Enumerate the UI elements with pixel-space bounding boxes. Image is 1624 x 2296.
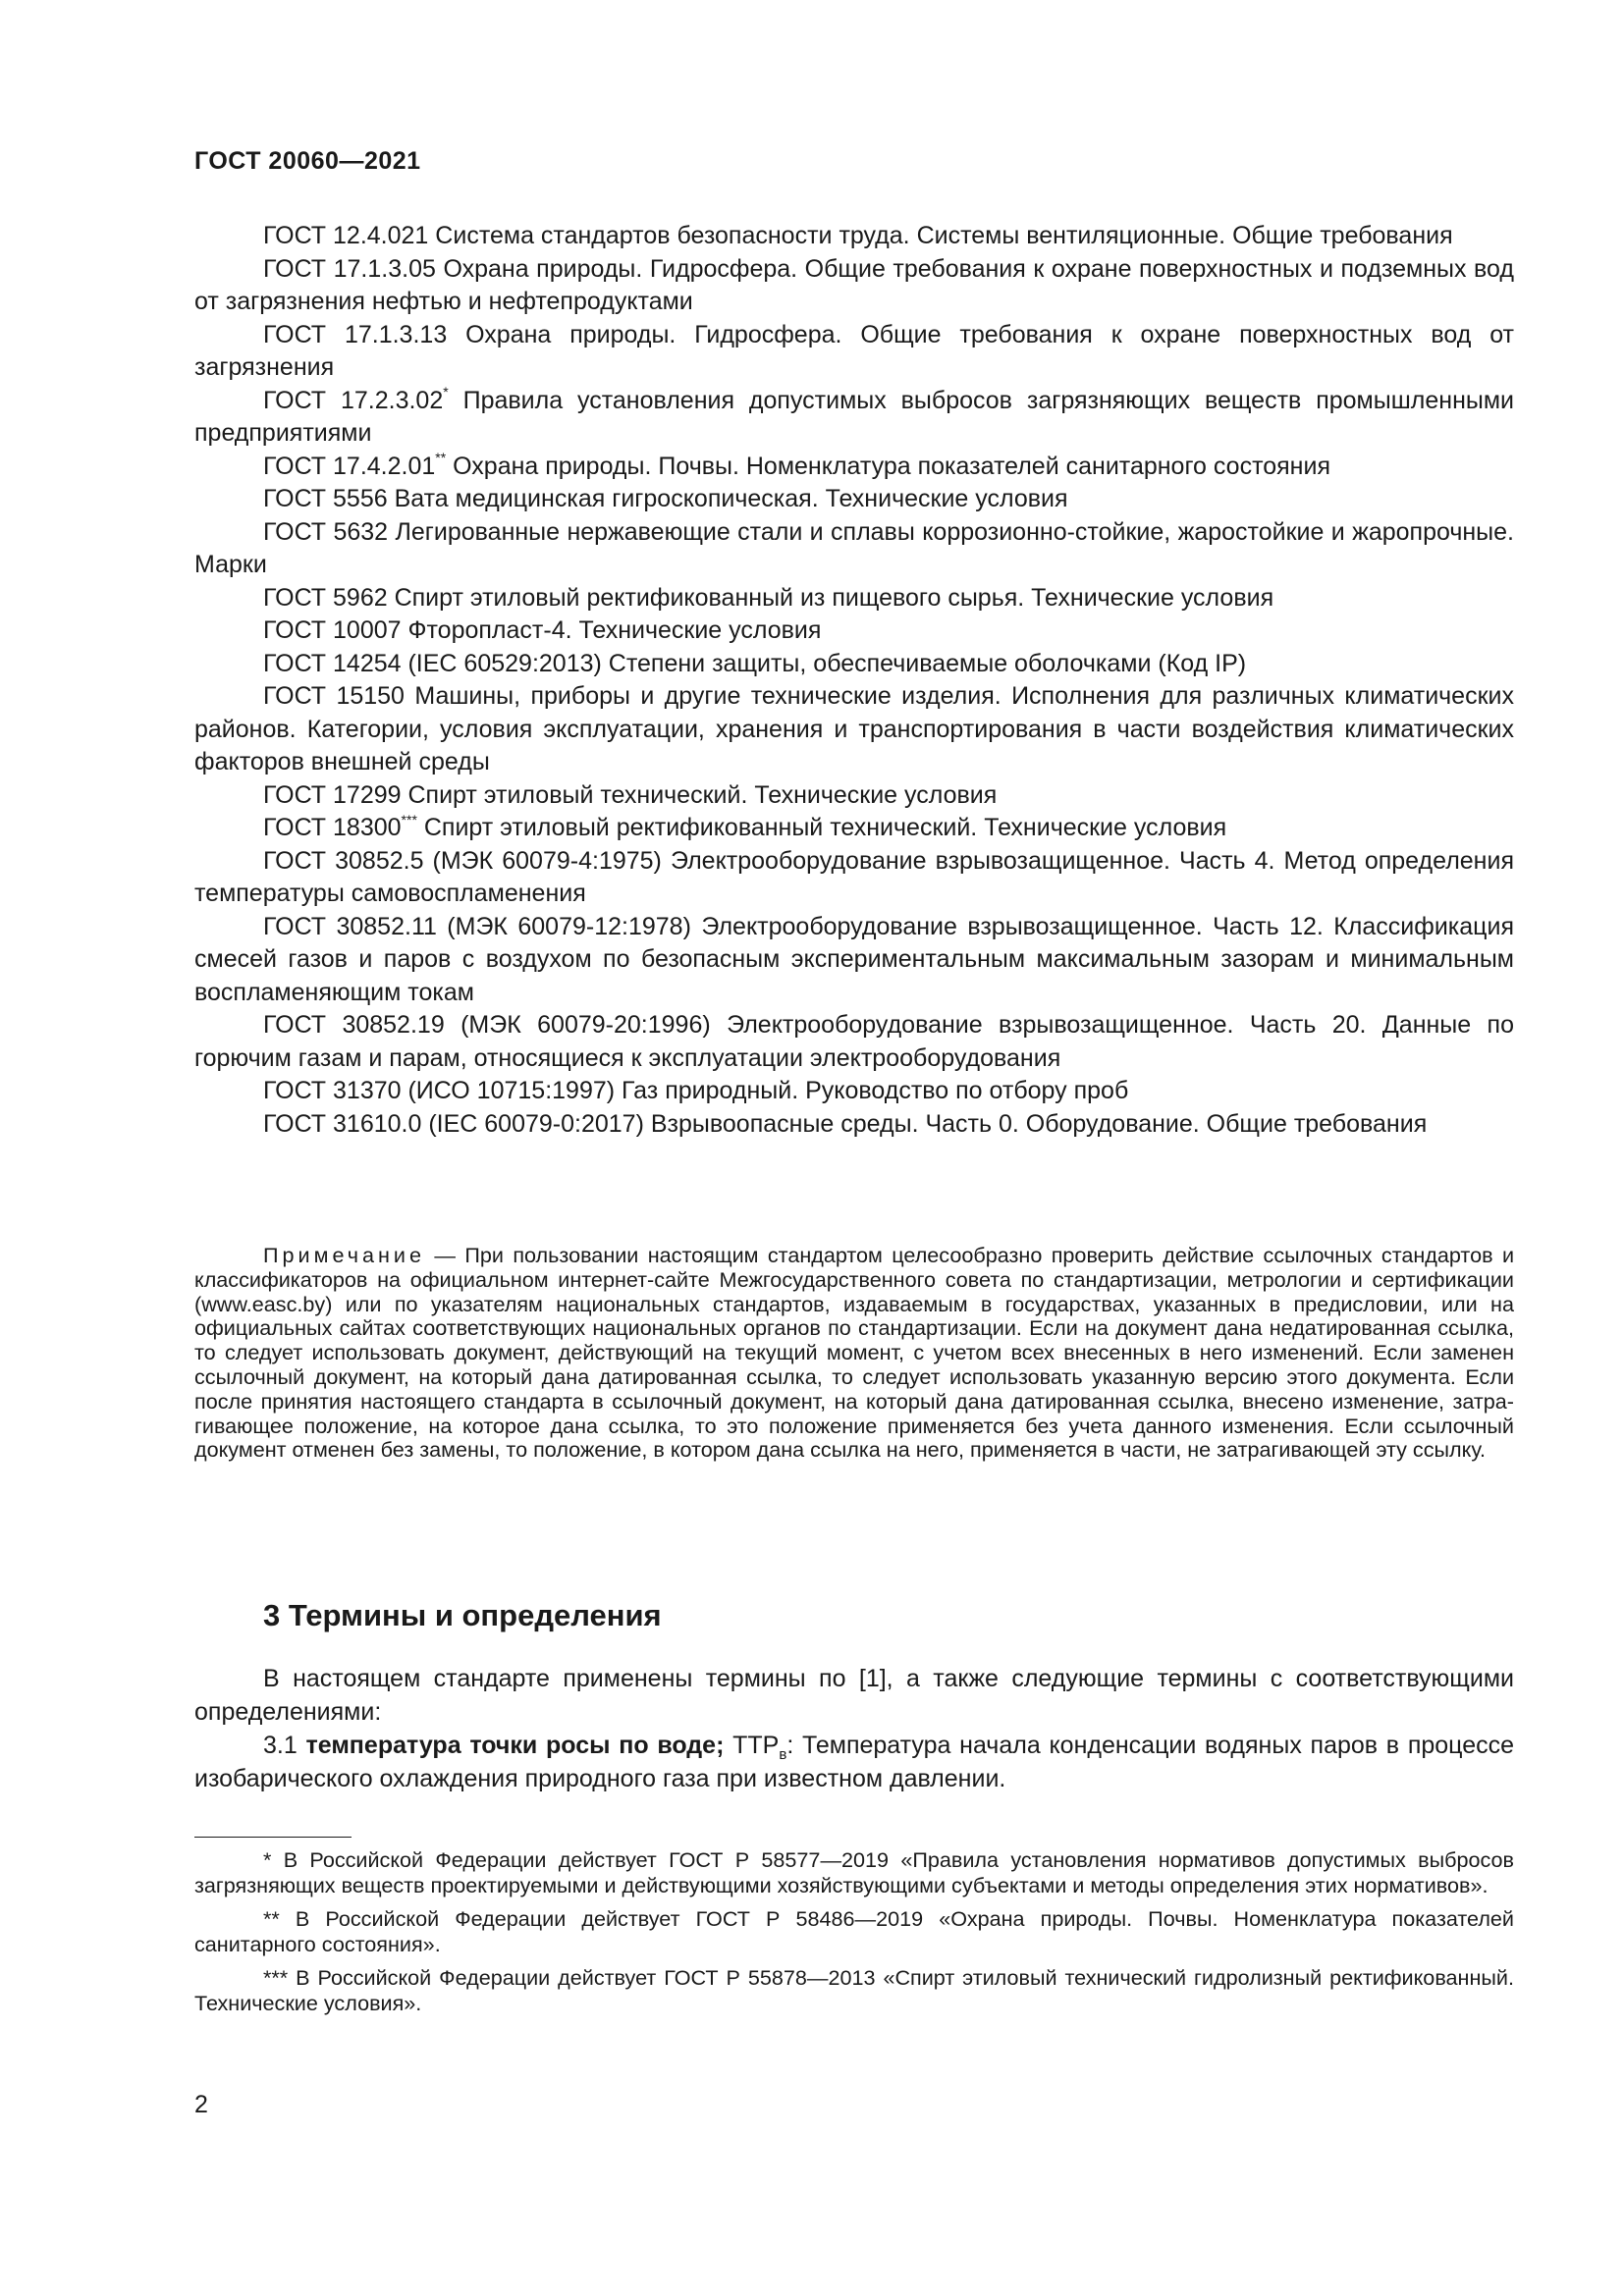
section-title: 3 Термины и определения: [263, 1598, 662, 1632]
term-number: 3.1: [263, 1732, 298, 1759]
footnote-mark: ***: [401, 811, 417, 828]
reference-title: Газ природный. Руководство по отбору проб: [622, 1077, 1129, 1104]
reference-code: ГОСТ 17.2.3.02: [263, 386, 444, 414]
section-intro: В настоящем стандарте применены термины по [1], а также следующие термины с соответствующими определениями:: [194, 1665, 1514, 1726]
reference-item: [194, 1075, 1514, 1108]
reference-title: Охрана природы. Почвы. Номенклатура показателей санитарного состояния: [453, 452, 1330, 480]
reference-title: Электрооборудование взрывозащищенное. Часть 12. Классификация смесей газов и паров с воздухом по безопасным экспериментальным максимальным зазорам и минимальным воспламеняющим токам: [194, 912, 1514, 1006]
reference-item: [194, 648, 1514, 681]
reference-title: Электрооборудование взрывозащищенное. Часть 20. Данные по горючим газам и парам, относящиеся к эксплуатации электрооборудования: [194, 1011, 1514, 1072]
reference-item: [194, 812, 1514, 845]
reference-item: [194, 845, 1514, 911]
footnote-mark: *: [263, 1847, 272, 1872]
term-entry: [194, 1730, 1514, 1795]
reference-item: [194, 319, 1514, 385]
footnote-text: В Российской Федерации действует ГОСТ Р 58486—2019 «Охрана природы. Почвы. Номенклатура показателей санитарного состояния».: [194, 1905, 1514, 1957]
term-abbreviation: ТТР: [732, 1732, 780, 1759]
reference-item: [194, 911, 1514, 1010]
reference-code: ГОСТ 5632: [263, 517, 389, 546]
reference-item: [194, 582, 1514, 615]
note-text: — При пользовании настоящим стандартом целесообразно проверить действие ссылочных стандартов и классификаторов на официальном интернет-сайте Межгосударственного совета по стандартизации, метрологии и сертификации (www.easc.by) или по указателям национальных стандартов, издаваемым в государствах, указанных в предисловии, или на официальных сайтах соответствующих национальных органов по стандартизации. Если на документ дана недатированная ссылка, то следует использовать документ, действующий на текущий момент, с учетом всех внесенных в него изменений. Если заменен ссылочный документ, на который дана датированная ссылка, то следует использовать указанную версию этого документа. Если после принятия настоящего стандарта в ссылочный документ, на который дана датированная ссылка, внесено изменение, затрагивающее положение, на которое дана ссылка, то это положение применяется без учета данного изменения. Если ссылочный документ отменен без замены, то положение, в котором дана ссылка на него, применяется в части, не затрагивающей эту ссылку.: [194, 1243, 1515, 1463]
reference-code: ГОСТ 18300: [263, 814, 402, 841]
footnote-text: В Российской Федерации действует ГОСТ Р 58577—2019 «Правила установления нормативов допустимых выбросов загрязняющих веществ проектируемыми и действующими хозяйствующими субъектами и методы определения этих нормативов».: [194, 1847, 1515, 1898]
reference-title: Машины, приборы и другие технические изделия. Исполнения для различных климатических районов. Категории, условия эксплуатации, хранения и транспортирования в части воздействия климатических факторов внешней среды: [194, 682, 1514, 775]
reference-title: Легированные нержавеющие стали и сплавы коррозионно-стойкие, жаростойкие и жаропрочные. Марки: [194, 517, 1514, 578]
reference-code: ГОСТ 17.1.3.05: [263, 254, 436, 283]
footnotes: [194, 1847, 1514, 2023]
reference-title: Электрооборудование взрывозащищенное. Часть 4. Метод определения температуры самовоспламенения: [194, 846, 1514, 907]
footnote: [194, 1847, 1514, 1899]
reference-item: [194, 220, 1514, 253]
reference-code: ГОСТ 12.4.021: [263, 222, 429, 249]
note-label: Примечание: [263, 1243, 425, 1267]
reference-title: Охрана природы. Гидросфера. Общие требования к охране поверхностных и подземных вод от загрязнения нефтью и нефтепродуктами: [194, 254, 1514, 315]
reference-code: ГОСТ 15150: [263, 682, 405, 710]
reference-item: [194, 779, 1514, 813]
reference-code: ГОСТ 5962: [263, 583, 388, 612]
reference-title: Охрана природы. Гидросфера. Общие требования к охране поверхностных вод от загрязнения: [194, 320, 1515, 381]
footnote-separator: [194, 1837, 352, 1838]
reference-code: ГОСТ 31610.0 (IEC 60079-0:2017): [263, 1109, 644, 1138]
reference-code: ГОСТ 14254 (IEC 60529:2013): [263, 649, 602, 677]
reference-title: Фторопласт-4. Технические условия: [407, 616, 822, 644]
reference-code: ГОСТ 30852.5 (МЭК 60079-4:1975): [263, 846, 662, 875]
reference-item: [194, 516, 1514, 582]
reference-code: ГОСТ 5556: [263, 485, 388, 512]
footnote-mark: ***: [263, 1964, 289, 1990]
footnote-mark: *: [443, 384, 449, 400]
reference-item: [194, 253, 1514, 319]
footnote: [194, 1906, 1514, 1958]
reference-title: Правила установления допустимых выбросов загрязняющих веществ промышленными предприятиями: [194, 386, 1514, 447]
reference-code: ГОСТ 17.4.2.01: [263, 452, 436, 480]
reference-code: ГОСТ 30852.19 (МЭК 60079-20:1996): [263, 1011, 711, 1039]
document-header: ГОСТ 20060—2021: [194, 147, 421, 175]
references-note: [194, 1244, 1514, 1463]
reference-item: [194, 1108, 1514, 1142]
term-definition: : Температура начала конденсации водяных паров в процессе изобарического охлаждения природного газа при известном давлении.: [194, 1732, 1515, 1792]
term-name: температура точки росы по воде;: [305, 1732, 725, 1759]
footnote-mark: **: [435, 450, 447, 466]
reference-code: ГОСТ 10007: [263, 616, 402, 644]
reference-item: [194, 680, 1514, 779]
reference-item: [194, 385, 1514, 451]
reference-title: Взрывоопасные среды. Часть 0. Оборудование. Общие требования: [650, 1109, 1428, 1138]
reference-code: ГОСТ 17299: [263, 780, 402, 809]
term-abbreviation-subscript: в: [779, 1746, 787, 1763]
reference-item: [194, 1009, 1514, 1075]
reference-title: Вата медицинская гигроскопическая. Технические условия: [394, 485, 1068, 512]
normative-references-list: [194, 220, 1514, 1141]
footnote-text: В Российской Федерации действует ГОСТ Р 55878—2013 «Спирт этиловый технический гидролизный ректификованный. Технические условия».: [194, 1964, 1514, 2016]
footnote-mark: **: [263, 1905, 280, 1931]
section-body: [194, 1663, 1514, 1796]
reference-item: [194, 451, 1514, 484]
reference-code: ГОСТ 30852.11 (МЭК 60079-12:1978): [263, 912, 691, 940]
reference-code: ГОСТ 31370 (ИСО 10715:1997): [263, 1077, 616, 1104]
footnote: [194, 1965, 1514, 2017]
reference-title: Степени защиты, обеспечиваемые оболочками (Код IP): [608, 649, 1247, 677]
reference-title: Спирт этиловый ректификованный из пищевого сырья. Технические условия: [394, 583, 1274, 612]
reference-item: [194, 483, 1514, 516]
reference-title: Система стандартов безопасности труда. Системы вентиляционные. Общие требования: [435, 222, 1453, 249]
reference-title: Спирт этиловый ректификованный технический. Технические условия: [423, 814, 1227, 841]
page-number: 2: [194, 2091, 208, 2118]
reference-title: Спирт этиловый технический. Технические условия: [407, 780, 998, 809]
reference-item: [194, 614, 1514, 648]
reference-code: ГОСТ 17.1.3.13: [263, 320, 448, 348]
